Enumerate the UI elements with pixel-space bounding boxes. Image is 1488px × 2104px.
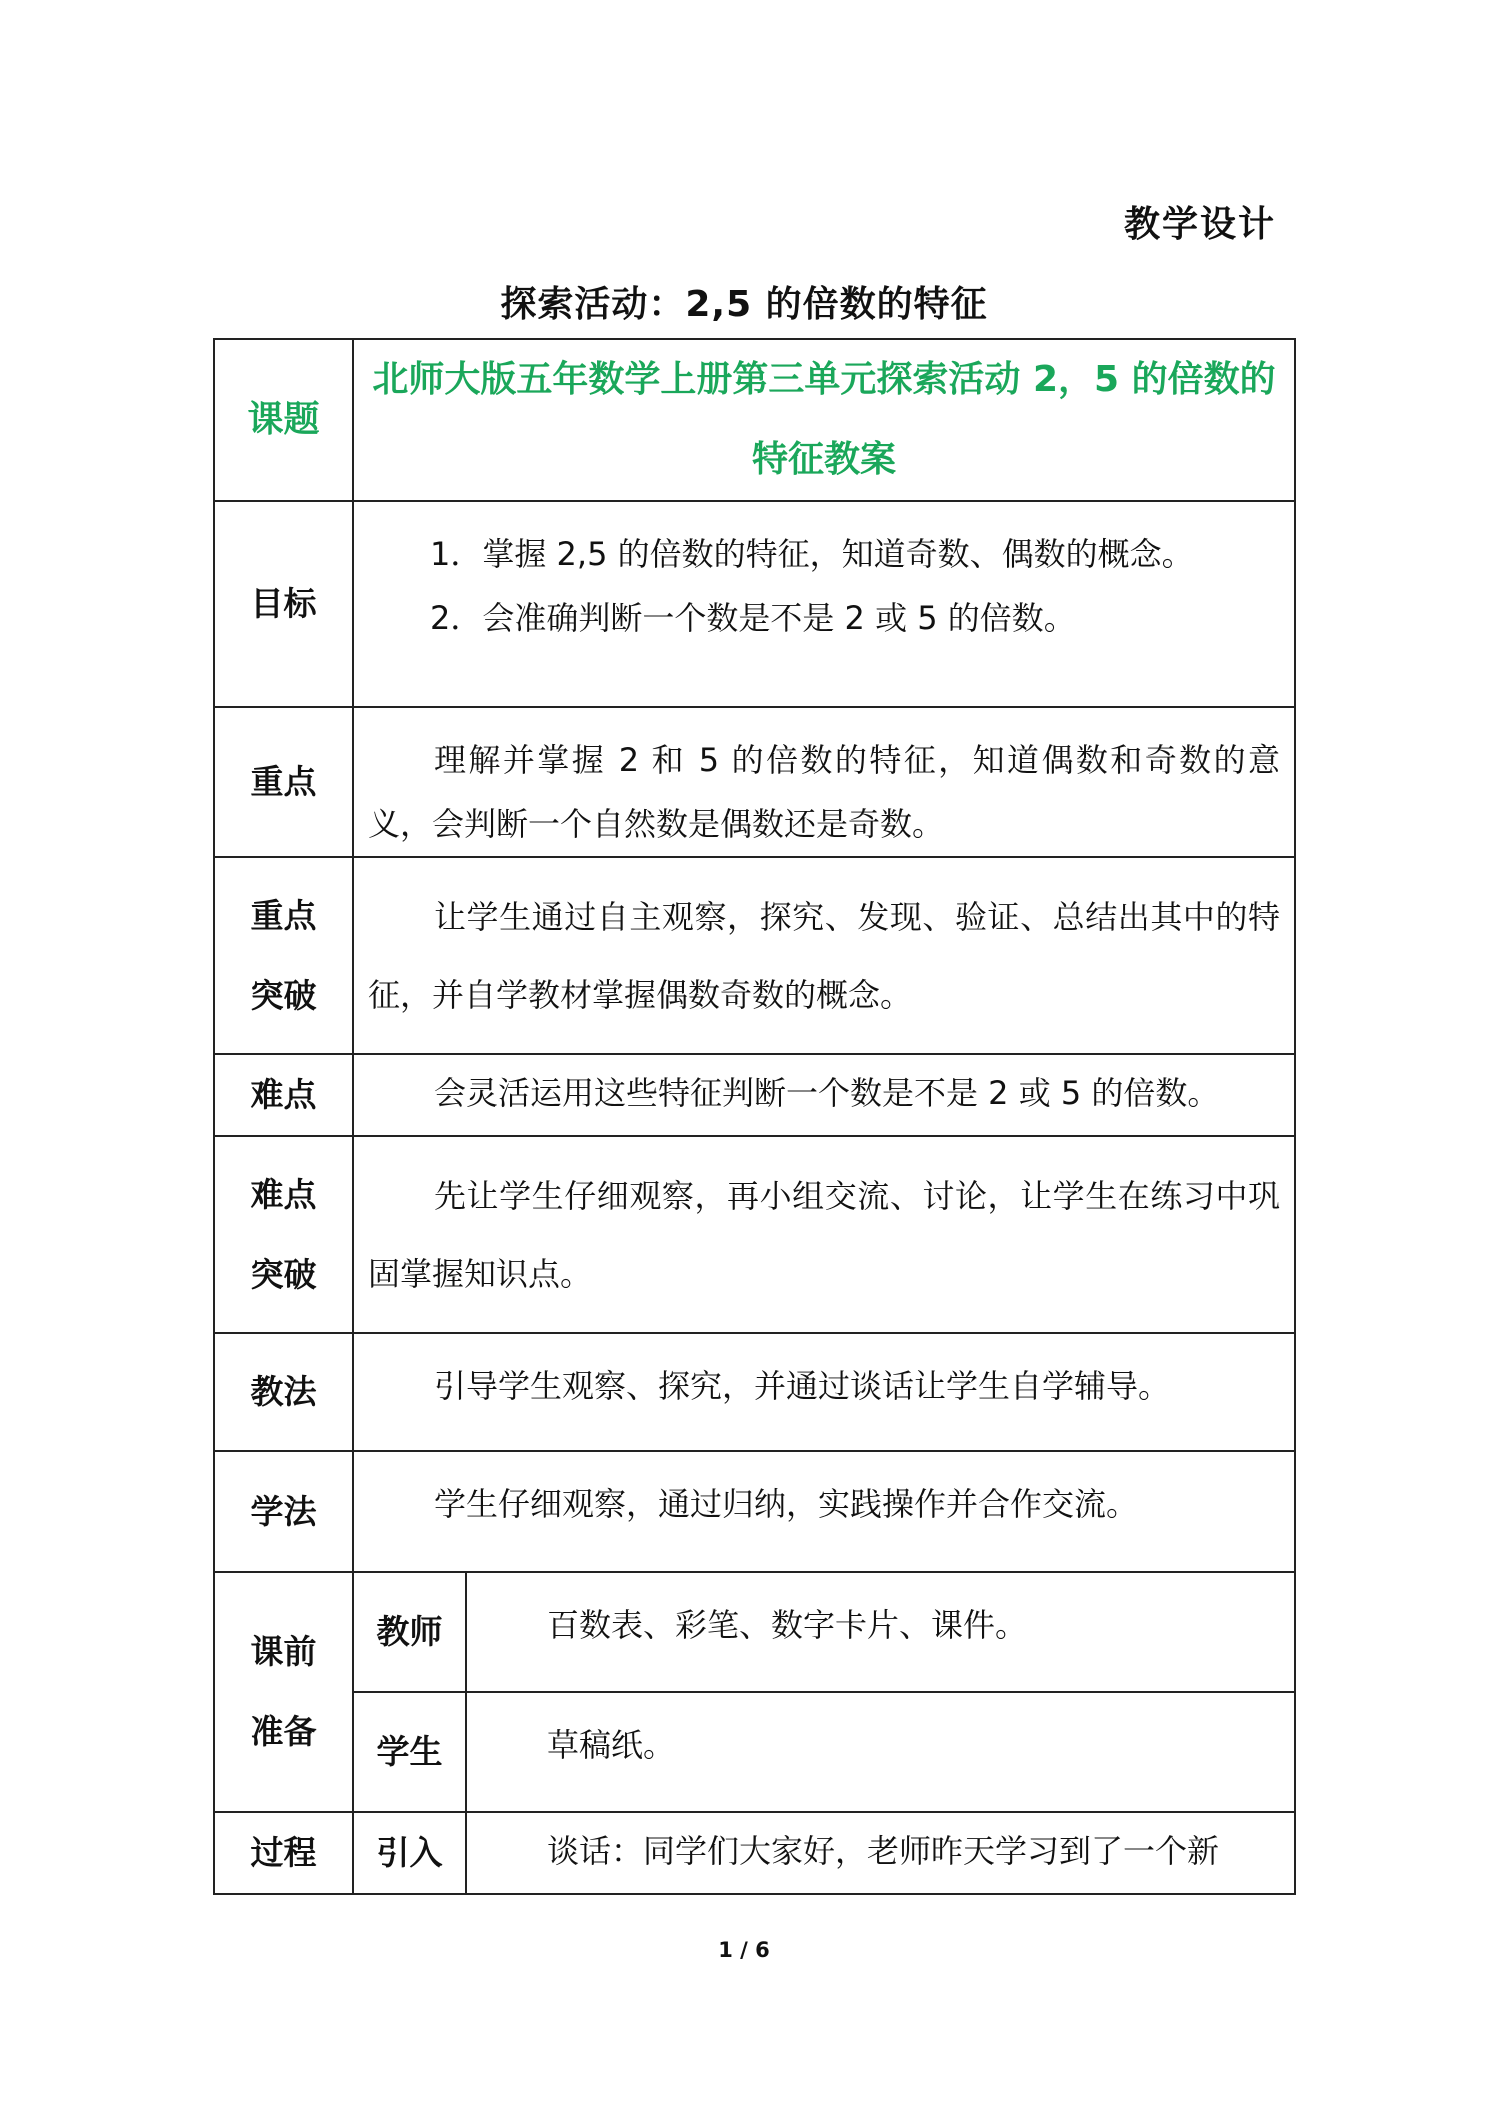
teaching-method-text: 引导学生观察、探究，并通过谈话让学生自学辅导。: [353, 1333, 1295, 1451]
key-point-text: 理解并掌握 2 和 5 的倍数的特征，知道偶数和奇数的意义，会判断一个自然数是偶数还是奇数。: [353, 707, 1295, 857]
lesson-plan-table: [213, 338, 1296, 1895]
goal-item: 1．掌握 2,5 的倍数的特征，知道奇数、偶数的概念。: [430, 535, 1194, 573]
label-line: 突破: [250, 975, 317, 1015]
key-breakthrough-label: [214, 857, 353, 1054]
table-row-subject: [214, 339, 1295, 501]
label-line: 难点: [250, 1174, 317, 1214]
table-row-teaching-method: [214, 1333, 1295, 1451]
goals-content: [353, 501, 1295, 707]
table-row-goals: [214, 501, 1295, 707]
page-number: 1 / 6: [718, 1938, 770, 1962]
key-point-label: 重点: [214, 707, 353, 857]
prep-student-text: 草稿纸。: [466, 1692, 1295, 1812]
document-title: 探索活动：2,5 的倍数的特征: [500, 284, 988, 325]
preparation-label: [214, 1572, 353, 1812]
difficulty-breakthrough-label: [214, 1136, 353, 1333]
table-row-key-breakthrough: [214, 857, 1295, 1054]
label-line: 课前: [250, 1632, 317, 1671]
table-row-key-point: [214, 707, 1295, 857]
process-label: 过程: [214, 1812, 353, 1894]
table-row-difficulty-breakthrough: [214, 1136, 1295, 1333]
prep-teacher-label: 教师: [353, 1572, 466, 1692]
difficulty-breakthrough-text: 先让学生仔细观察，再小组交流、讨论，让学生在练习中巩固掌握知识点。: [353, 1136, 1295, 1333]
process-text: 谈话：同学们大家好，老师昨天学习到了一个新: [466, 1812, 1295, 1894]
table-row-prep-student: [214, 1692, 1295, 1812]
prep-student-label: 学生: [353, 1692, 466, 1812]
page-header: 教学设计: [1124, 204, 1277, 245]
label-line: 准备: [250, 1712, 317, 1751]
learning-method-label: 学法: [214, 1451, 353, 1572]
learning-method-text: 学生仔细观察，通过归纳，实践操作并合作交流。: [353, 1451, 1295, 1572]
key-breakthrough-text: 让学生通过自主观察，探究、发现、验证、总结出其中的特征，并自学教材掌握偶数奇数的概念。: [353, 857, 1295, 1054]
goals-label: 目标: [214, 501, 353, 707]
table-row-prep-teacher: [214, 1572, 1295, 1692]
table-row-learning-method: [214, 1451, 1295, 1572]
subject-label: 课题: [214, 339, 353, 501]
table-row-process: [214, 1812, 1295, 1894]
label-line: 重点: [250, 895, 317, 935]
difficulty-label: 难点: [214, 1054, 353, 1136]
prep-teacher-text: 百数表、彩笔、数字卡片、课件。: [466, 1572, 1295, 1692]
label-line: 突破: [250, 1254, 317, 1294]
process-stage: 引入: [353, 1812, 466, 1894]
subject-value: 北师大版五年数学上册第三单元探索活动 2，5 的倍数的特征教案: [353, 339, 1295, 501]
difficulty-text: 会灵活运用这些特征判断一个数是不是 2 或 5 的倍数。: [353, 1054, 1295, 1136]
goal-item: 2．会准确判断一个数是不是 2 或 5 的倍数。: [430, 599, 1076, 637]
teaching-method-label: 教法: [214, 1333, 353, 1451]
table-row-difficulty: [214, 1054, 1295, 1136]
